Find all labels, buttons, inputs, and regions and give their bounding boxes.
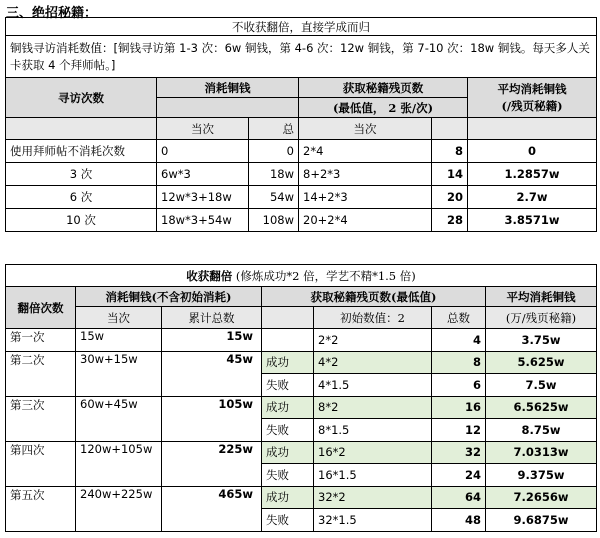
- cost-cell: 30w+15w: [76, 351, 162, 396]
- result-cell: 成功: [262, 486, 314, 509]
- table1-title: 不收获翻倍，直接学成而归: [6, 18, 597, 36]
- cost-cell: 60w+45w: [76, 396, 162, 441]
- cum-cell: 45w: [162, 351, 262, 396]
- table-row: [6, 140, 597, 163]
- section-heading: 三、绝招秘籍：: [6, 6, 98, 21]
- header-init: 初始数值：2: [314, 307, 432, 329]
- table-row: [6, 329, 597, 352]
- header-blank: [6, 118, 157, 140]
- header-times: 翻倍次数: [6, 287, 76, 329]
- cost-cell: 120w+105w: [76, 441, 162, 486]
- header-pages2: 获取秘籍残页数(最低值): [262, 287, 486, 307]
- header-avg2-sub: (万/残页秘籍): [486, 307, 597, 329]
- pages-cell: 8*2: [314, 396, 432, 419]
- avg-cell: 0: [468, 140, 597, 163]
- pages-cell: 32*2: [314, 486, 432, 509]
- table-double: [5, 264, 597, 532]
- pages-cell: 16*1.5: [314, 464, 432, 487]
- avg-cell: 7.5w: [486, 374, 597, 397]
- visits-cell: 3 次: [6, 163, 157, 186]
- result-cell: 成功: [262, 351, 314, 374]
- header-cur3: 当次: [76, 307, 162, 329]
- visits-cell: 6 次: [6, 186, 157, 209]
- total-cell: 48: [432, 509, 486, 532]
- table-row: [6, 209, 597, 232]
- pages-cell: 16*2: [314, 441, 432, 464]
- pages-total-cell: 28: [432, 209, 468, 232]
- cost-total-cell: 108w: [249, 209, 299, 232]
- avg-cell: 3.75w: [486, 329, 597, 352]
- header-blank4: [262, 307, 314, 329]
- pages-total-cell: 8: [432, 140, 468, 163]
- pages-cell: 2*4: [299, 140, 432, 163]
- header-cum: 累计总数: [162, 307, 262, 329]
- header-cur: 当次: [157, 118, 249, 140]
- table-row: [6, 186, 597, 209]
- header-visits: 寻访次数: [6, 78, 157, 118]
- header-avg-line2: (/残页秘籍): [501, 98, 563, 113]
- table-row: [6, 441, 597, 464]
- table-row: [6, 396, 597, 419]
- times-cell: 第二次: [6, 351, 76, 396]
- cum-cell: 105w: [162, 396, 262, 441]
- header-cur2: 当次: [299, 118, 432, 140]
- header-cost-blank: [157, 98, 299, 118]
- cost-cell: 6w*3: [157, 163, 249, 186]
- table2-title-rest: (修炼成功*2 倍，学艺不精*1.5 倍): [235, 268, 416, 283]
- avg-cell: 6.5625w: [486, 396, 597, 419]
- total-cell: 12: [432, 419, 486, 442]
- header-avg2: 平均消耗铜钱: [486, 287, 597, 307]
- pages-cell: 32*1.5: [314, 509, 432, 532]
- total-cell: 24: [432, 464, 486, 487]
- pages-cell: 4*1.5: [314, 374, 432, 397]
- cost-total-cell: 0: [249, 140, 299, 163]
- header-cost: 消耗铜钱: [157, 78, 299, 98]
- result-cell: 失败: [262, 509, 314, 532]
- pages-cell: 14+2*3: [299, 186, 432, 209]
- pages-cell: 4*2: [314, 351, 432, 374]
- header-total2: 总数: [432, 307, 486, 329]
- cost-total-cell: 54w: [249, 186, 299, 209]
- cost-cell: 18w*3+54w: [157, 209, 249, 232]
- header-avg: [468, 78, 597, 118]
- avg-cell: 9.6875w: [486, 509, 597, 532]
- total-cell: 8: [432, 351, 486, 374]
- pages-cell: 8+2*3: [299, 163, 432, 186]
- total-cell: 64: [432, 486, 486, 509]
- total-cell: 6: [432, 374, 486, 397]
- table2-title: [6, 265, 597, 287]
- table-row: [6, 163, 597, 186]
- cost-total-cell: 18w: [249, 163, 299, 186]
- table2-title-bold: 收获翻倍: [186, 268, 233, 283]
- avg-cell: 7.2656w: [486, 486, 597, 509]
- total-cell: 4: [432, 329, 486, 352]
- total-cell: 16: [432, 396, 486, 419]
- header-pages-sub: (最低值， 2 张/次): [299, 98, 468, 118]
- avg-cell: 8.75w: [486, 419, 597, 442]
- cum-cell: 465w: [162, 486, 262, 531]
- table-row: [6, 486, 597, 509]
- pages-cell: 20+2*4: [299, 209, 432, 232]
- table1-note: 铜钱寻访消耗数值：[铜钱寻访第 1-3 次：6w 铜钱，第 4-6 次：12w 铜钱，第 7-10 次：18w 铜钱。每天多人关卡获取 4 个拜师帖。]: [6, 36, 597, 78]
- avg-cell: 9.375w: [486, 464, 597, 487]
- header-blank3: [468, 118, 597, 140]
- avg-cell: 1.2857w: [468, 163, 597, 186]
- result-cell: [262, 329, 314, 352]
- times-cell: 第四次: [6, 441, 76, 486]
- header-blank2: [432, 118, 468, 140]
- table-no-double: [5, 17, 597, 236]
- cost-cell: 15w: [76, 329, 162, 352]
- times-cell: 第一次: [6, 329, 76, 352]
- pages-total-cell: 20: [432, 186, 468, 209]
- cum-cell: 225w: [162, 441, 262, 486]
- cum-cell: 15w: [162, 329, 262, 352]
- cost-cell: 12w*3+18w: [157, 186, 249, 209]
- avg-cell: 2.7w: [468, 186, 597, 209]
- header-avg-line1: 平均消耗铜钱: [497, 81, 567, 96]
- total-cell: 32: [432, 441, 486, 464]
- cost-cell: 0: [157, 140, 249, 163]
- pages-cell: 8*1.5: [314, 419, 432, 442]
- avg-cell: 5.625w: [486, 351, 597, 374]
- result-cell: 失败: [262, 374, 314, 397]
- result-cell: 失败: [262, 419, 314, 442]
- visits-cell: 使用拜师帖不消耗次数: [6, 140, 157, 163]
- cost-cell: 240w+225w: [76, 486, 162, 531]
- visits-cell: 10 次: [6, 209, 157, 232]
- table-row: [6, 351, 597, 374]
- header-cost2: 消耗铜钱(不含初始消耗): [76, 287, 262, 307]
- result-cell: 成功: [262, 396, 314, 419]
- table-spacer: [6, 232, 597, 237]
- times-cell: 第五次: [6, 486, 76, 531]
- pages-cell: 2*2: [314, 329, 432, 352]
- result-cell: 失败: [262, 464, 314, 487]
- avg-cell: 3.8571w: [468, 209, 597, 232]
- result-cell: 成功: [262, 441, 314, 464]
- times-cell: 第三次: [6, 396, 76, 441]
- pages-total-cell: 14: [432, 163, 468, 186]
- header-pages: 获取秘籍残页数: [299, 78, 468, 98]
- avg-cell: 7.0313w: [486, 441, 597, 464]
- header-total: 总: [249, 118, 299, 140]
